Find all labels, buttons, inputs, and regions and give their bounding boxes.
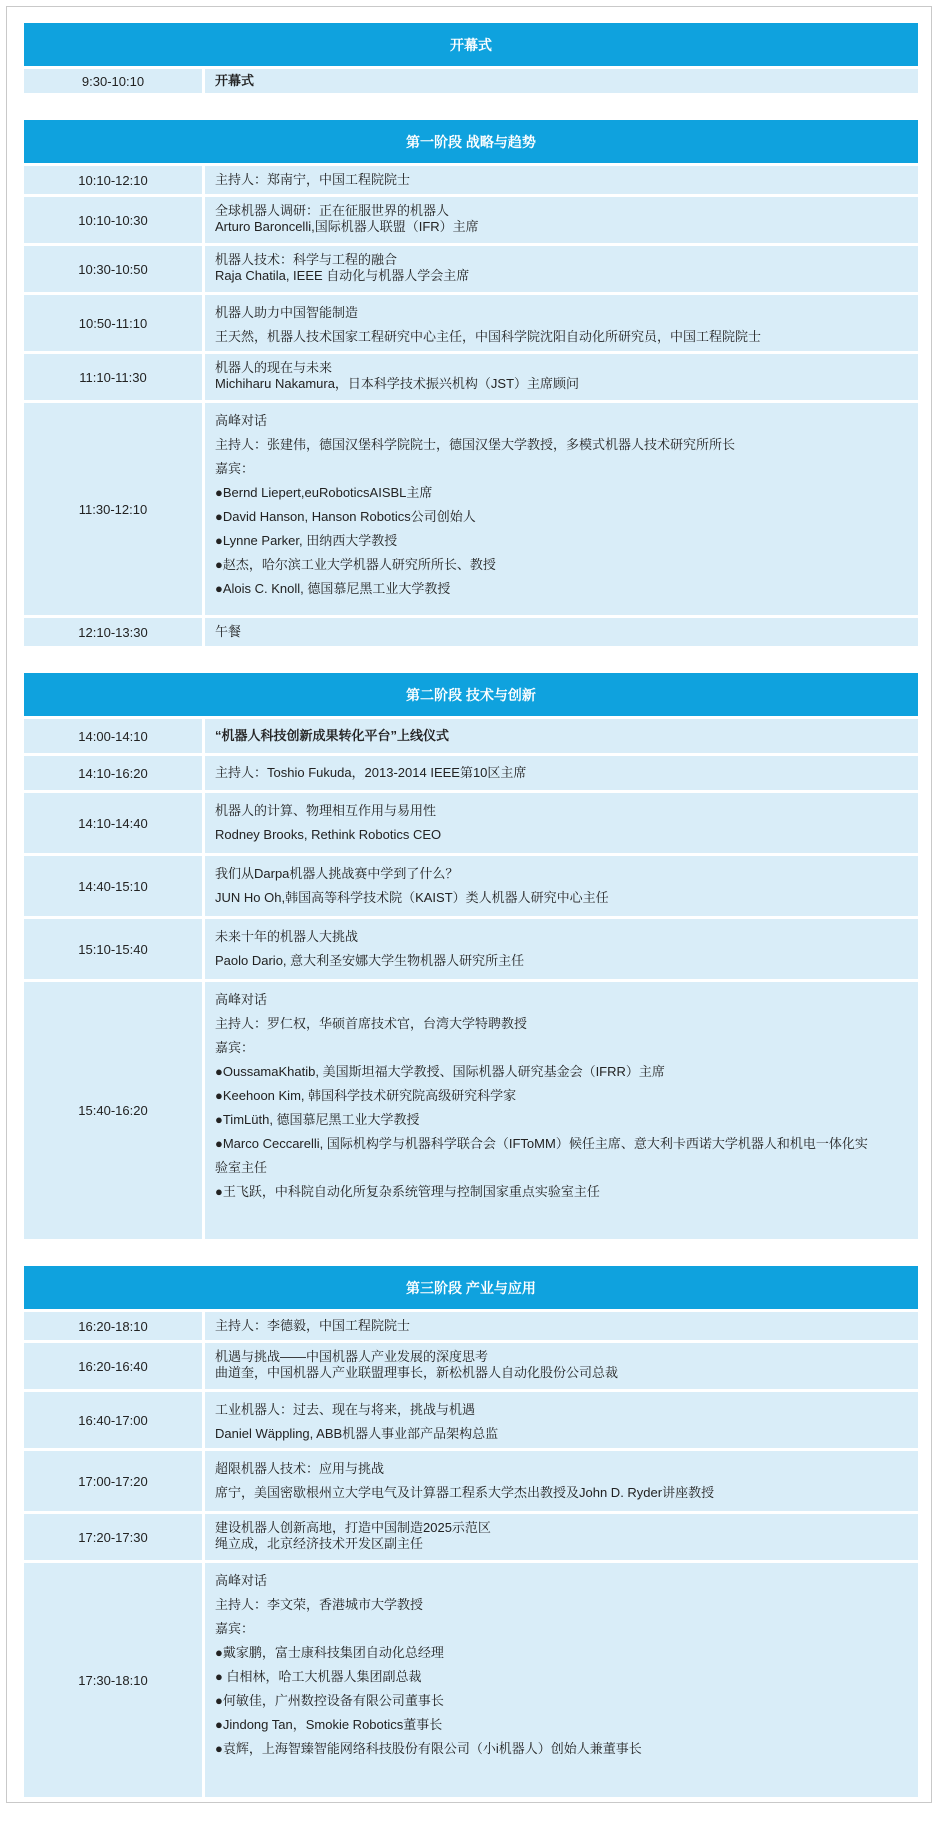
content-line: 嘉宾：: [215, 1621, 255, 1636]
agenda-row: [24, 403, 918, 615]
content-cell: [205, 856, 918, 916]
content-line: ●Marco Ceccarelli, 国际机构学与机器科学联合会（IFToMM）候任主席、意大利卡西诺大学机器人和机电一体化实: [215, 1136, 868, 1151]
agenda-row: [24, 618, 918, 646]
content-cell: [205, 295, 918, 351]
time-cell: 16:20-16:40: [24, 1343, 202, 1389]
content-line: 全球机器人调研：正在征服世界的机器人: [215, 203, 450, 218]
agenda-row: [24, 1514, 918, 1560]
content-line: 机器人技术：科学与工程的融合: [215, 252, 398, 267]
agenda-row: [24, 1392, 918, 1448]
content-line: Raja Chatila, IEEE 自动化与机器人学会主席: [215, 268, 470, 283]
time-cell: 11:30-12:10: [24, 403, 202, 615]
content-cell: [205, 354, 918, 400]
content-line: 我们从Darpa机器人挑战赛中学到了什么？: [215, 866, 459, 881]
agenda-row: [24, 1312, 918, 1340]
agenda-row: [24, 295, 918, 351]
agenda-row: [24, 1451, 918, 1511]
content-line: 机器人的计算、物理相互作用与易用性: [215, 803, 437, 818]
content-line: ● 白相林，哈工大机器人集团副总裁: [215, 1669, 422, 1684]
content-line: Michiharu Nakamura，日本科学技术振兴机构（JST）主席顾问: [215, 376, 580, 391]
time-cell: 11:10-11:30: [24, 354, 202, 400]
content-cell: [205, 403, 918, 615]
content-line: Daniel Wäppling, ABB机器人事业部产品架构总监: [215, 1426, 499, 1441]
content-line: 嘉宾：: [215, 1040, 255, 1055]
content-line: 机遇与挑战——中国机器人产业发展的深度思考: [215, 1349, 489, 1364]
page-frame: [6, 6, 932, 1803]
section-header: 第三阶段 产业与应用: [24, 1266, 918, 1309]
agenda-row: [24, 982, 918, 1239]
content-cell: [205, 1312, 918, 1340]
content-cell: [205, 793, 918, 853]
content-line: 午餐: [215, 624, 242, 639]
content-cell: [205, 1451, 918, 1511]
content-line: 高峰对话: [215, 992, 268, 1007]
content-line: 开幕式: [215, 73, 255, 88]
content-line: 高峰对话: [215, 1573, 268, 1588]
content-line: 高峰对话: [215, 413, 268, 428]
content-line: 建设机器人创新高地，打造中国制造2025示范区: [215, 1520, 491, 1535]
content-line: Arturo Baroncelli,国际机器人联盟（IFR）主席: [215, 219, 479, 234]
agenda-row: [24, 1343, 918, 1389]
content-line: 主持人：李德毅，中国工程院院士: [215, 1318, 411, 1333]
content-line: ●袁辉，上海智臻智能网络科技股份有限公司（小i机器人）创始人兼董事长: [215, 1741, 642, 1756]
agenda-section: [24, 1266, 918, 1797]
content-line: 机器人的现在与未来: [215, 360, 333, 375]
content-line: 绳立成，北京经济技术开发区副主任: [215, 1536, 424, 1551]
time-cell: 15:10-15:40: [24, 919, 202, 979]
content-line: 主持人：Toshio Fukuda，2013-2014 IEEE第10区主席: [215, 765, 527, 780]
agenda-row: [24, 1563, 918, 1797]
content-line: 验室主任: [215, 1160, 268, 1175]
content-line: 机器人助力中国智能制造: [215, 305, 359, 320]
content-line: 主持人：李文荣，香港城市大学教授: [215, 1597, 424, 1612]
time-cell: 12:10-13:30: [24, 618, 202, 646]
content-cell: [205, 166, 918, 194]
time-cell: 15:40-16:20: [24, 982, 202, 1239]
content-line: ●Keehoon Kim, 韩国科学技术研究院高级研究科学家: [215, 1088, 517, 1103]
agenda-row: [24, 919, 918, 979]
time-cell: 17:30-18:10: [24, 1563, 202, 1797]
content-line: ●Lynne Parker, 田纳西大学教授: [215, 533, 398, 548]
content-cell: [205, 982, 918, 1239]
content-line: Paolo Dario, 意大利圣安娜大学生物机器人研究所主任: [215, 953, 525, 968]
content-line: 席宁，美国密歇根州立大学电气及计算器工程系大学杰出教授及John D. Ryder讲座教授: [215, 1485, 715, 1500]
content-line: 王天然，机器人技术国家工程研究中心主任，中国科学院沈阳自动化所研究员，中国工程院院士: [215, 329, 762, 344]
time-cell: 10:10-10:30: [24, 197, 202, 243]
section-header: 第一阶段 战略与趋势: [24, 120, 918, 163]
agenda-row: [24, 719, 918, 753]
time-cell: 10:50-11:10: [24, 295, 202, 351]
content-cell: [205, 1343, 918, 1389]
content-line: ●赵杰，哈尔滨工业大学机器人研究所所长、教授: [215, 557, 496, 572]
time-cell: 14:10-14:40: [24, 793, 202, 853]
content-cell: [205, 1514, 918, 1560]
agenda-row: [24, 856, 918, 916]
content-line: 嘉宾：: [215, 461, 255, 476]
content-cell: [205, 1563, 918, 1797]
content-line: 曲道奎，中国机器人产业联盟理事长，新松机器人自动化股份公司总裁: [215, 1365, 619, 1380]
section-header: 开幕式: [24, 23, 918, 66]
time-cell: 9:30-10:10: [24, 69, 202, 93]
content-cell: [205, 197, 918, 243]
content-line: ●戴家鹏，富士康科技集团自动化总经理: [215, 1645, 444, 1660]
time-cell: 14:10-16:20: [24, 756, 202, 790]
content-line: ●何敏佳，广州数控设备有限公司董事长: [215, 1693, 444, 1708]
content-line: ●OussamaKhatib, 美国斯坦福大学教授、国际机器人研究基金会（IFRR）主席: [215, 1064, 665, 1079]
content-line: 未来十年的机器人大挑战: [215, 929, 359, 944]
content-line: 主持人：罗仁权，华硕首席技术官，台湾大学特聘教授: [215, 1016, 528, 1031]
content-line: JUN Ho Oh,韩国高等科学技术院（KAIST）类人机器人研究中心主任: [215, 890, 609, 905]
agenda-section: [24, 120, 918, 646]
agenda-row: [24, 354, 918, 400]
content-line: ●TimLüth, 德国慕尼黑工业大学教授: [215, 1112, 420, 1127]
content-cell: [205, 719, 918, 753]
content-line: ●Bernd Liepert,euRoboticsAISBL主席: [215, 485, 433, 500]
content-cell: [205, 246, 918, 292]
agenda-row: [24, 197, 918, 243]
content-cell: [205, 618, 918, 646]
content-line: 主持人：郑南宁，中国工程院院士: [215, 172, 411, 187]
agenda-row: [24, 793, 918, 853]
content-line: ●Jindong Tan，Smokie Robotics董事长: [215, 1717, 443, 1732]
content-line: 超限机器人技术：应用与挑战: [215, 1461, 385, 1476]
content-cell: [205, 919, 918, 979]
time-cell: 10:10-12:10: [24, 166, 202, 194]
content-cell: [205, 756, 918, 790]
time-cell: 14:00-14:10: [24, 719, 202, 753]
agenda-row: [24, 69, 918, 93]
content-line: ●Alois C. Knoll, 德国慕尼黑工业大学教授: [215, 581, 451, 596]
time-cell: 17:00-17:20: [24, 1451, 202, 1511]
content-line: “机器人科技创新成果转化平台”上线仪式: [215, 728, 450, 743]
content-line: 工业机器人：过去、现在与将来，挑战与机遇: [215, 1402, 476, 1417]
agenda-row: [24, 756, 918, 790]
time-cell: 16:20-18:10: [24, 1312, 202, 1340]
content-cell: [205, 1392, 918, 1448]
agenda-row: [24, 246, 918, 292]
content-cell: [205, 69, 918, 93]
agenda-section: [24, 673, 918, 1239]
content-line: 主持人：张建伟，德国汉堡科学院院士，德国汉堡大学教授，多模式机器人技术研究所所长: [215, 437, 736, 452]
content-line: ●David Hanson, Hanson Robotics公司创始人: [215, 509, 476, 524]
section-header: 第二阶段 技术与创新: [24, 673, 918, 716]
agenda-section: [24, 23, 918, 93]
content-line: ●王飞跃，中科院自动化所复杂系统管理与控制国家重点实验室主任: [215, 1184, 600, 1199]
content-line: Rodney Brooks, Rethink Robotics CEO: [215, 827, 442, 842]
time-cell: 10:30-10:50: [24, 246, 202, 292]
agenda-row: [24, 166, 918, 194]
agenda-container: [24, 23, 918, 1824]
time-cell: 16:40-17:00: [24, 1392, 202, 1448]
time-cell: 14:40-15:10: [24, 856, 202, 916]
time-cell: 17:20-17:30: [24, 1514, 202, 1560]
